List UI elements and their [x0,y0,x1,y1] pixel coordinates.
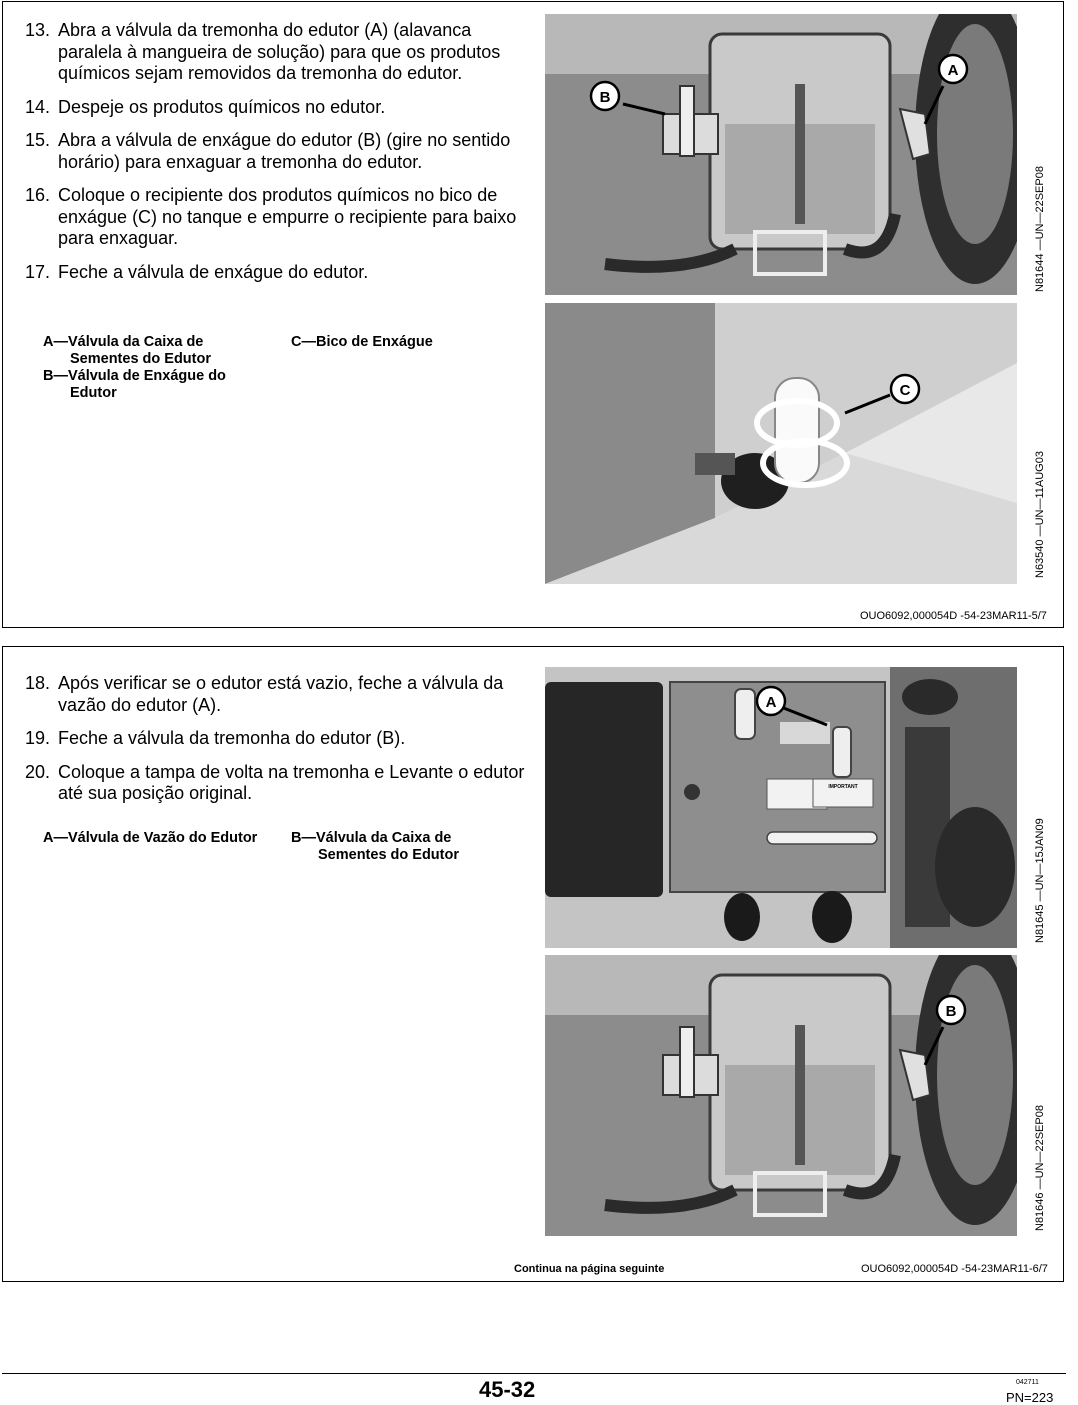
callout-a: A [765,694,777,711]
reference-code-2: OUO6092,000054D -54-23MAR11-6/7 [861,1263,1048,1275]
step-14: 14. Despeje os produtos químicos no edutor. [25,96,386,117]
footer-divider [2,1373,1066,1374]
flow-valve-illustration [545,667,1017,948]
legend-1 [43,334,523,404]
photo-eductor-hopper-valves [545,14,1017,295]
legend-c: C—Bico de Enxágue [291,334,433,350]
photo-rinse-nozzle [545,303,1017,584]
photo-eductor-hopper-valve [545,955,1017,1236]
page-number: 45-32 [479,1377,536,1402]
hopper-valve-illustration [545,955,1017,1236]
callout-c: C [899,382,911,399]
step-list-2 [25,673,530,817]
step-19: 19. Feche a válvula da tremonha do edutor (B). [25,728,406,748]
legend-a: A—Válvula da Caixa de Sementes do Edutor [43,334,211,367]
image-code-2: N63540 —UN—11AUG03 [1034,451,1046,578]
callout-a: A [947,62,959,79]
important-label: IMPORTANT [828,784,858,790]
callout-b: B [599,89,611,106]
image-code-3: N81645 —UN—15JAN09 [1034,818,1046,943]
step-20: 20. Coloque a tampa de volta na tremonha e Levante o edutor até sua posição original. [25,761,525,803]
callout-b: B [945,1003,957,1020]
step-15: 15. Abra a válvula de enxágue do edutor (B) (gire no sentido horário) para enxaguar a tremonha do edutor. [25,130,511,172]
nozzle-illustration [545,303,1017,584]
image-code-1: N81644 —UN—22SEP08 [1034,166,1046,292]
footer-pn-code: PN=223 [1006,1390,1054,1405]
hopper-illustration [545,14,1017,295]
photo-eductor-flow-valve [545,667,1017,948]
instruction-block-1 [2,1,1064,628]
footer-small-code: 042711 [1016,1379,1039,1386]
legend-2 [43,830,523,870]
legend-b: B—Válvula da Caixa de Sementes do Edutor [291,830,459,863]
step-16: 16. Coloque o recipiente dos produtos químicos no bico de enxágue (C) no tanque e empurre o recipiente para baixo para enxaguar. [25,185,517,248]
legend-a: A—Válvula de Vazão do Edutor [43,830,258,846]
image-code-4: N81646 —UN—22SEP08 [1034,1105,1046,1231]
legend-b: B—Válvula de Enxágue do Edutor [43,368,226,401]
step-18: 18. Após verificar se o edutor está vazio, feche a válvula da vazão do edutor (A). [25,673,504,715]
continued-notice: Continua na página seguinte [514,1263,665,1275]
step-list-1 [25,20,530,295]
step-13: 13. Abra a válvula da tremonha do edutor (A) (alavanca paralela à mangueira de solução) para que os produtos químicos sejam removidos da tremonha do edutor. [25,20,501,83]
step-17: 17. Feche a válvula de enxágue do edutor. [25,261,369,282]
reference-code-1: OUO6092,000054D -54-23MAR11-5/7 [860,610,1047,622]
instruction-block-2 [2,646,1064,1282]
